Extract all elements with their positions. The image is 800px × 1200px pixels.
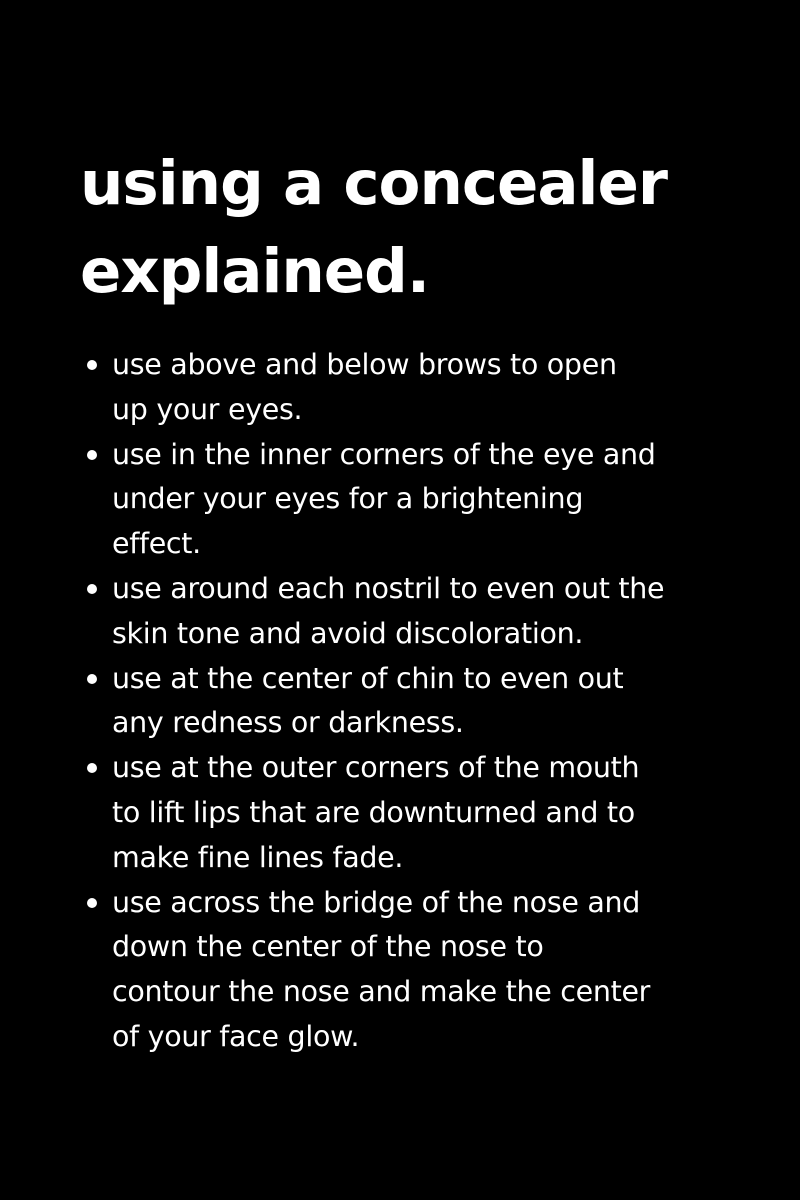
tip-line: under your eyes for a brightening: [112, 482, 584, 516]
bullet-icon: [87, 674, 97, 684]
tip-line: contour the nose and make the center: [112, 975, 651, 1009]
list-item-chin: [112, 657, 782, 747]
title-line-2: explained.: [80, 236, 430, 307]
list-item-inner-corners: [112, 433, 782, 567]
tip-line: of your face glow.: [112, 1019, 360, 1053]
tip-line: use across the bridge of the nose and: [112, 885, 641, 919]
tip-line: use at the outer corners of the mouth: [112, 751, 640, 785]
bullet-icon: [87, 898, 97, 908]
tip-line: use around each nostril to even out the: [112, 571, 665, 605]
tip-line: use in the inner corners of the eye and: [112, 437, 656, 471]
list-item-nose: [112, 881, 782, 1060]
tip-line: to lift lips that are downturned and to: [112, 795, 635, 829]
page-title: [80, 140, 760, 316]
bullet-icon: [87, 450, 97, 460]
tip-list: [112, 343, 782, 1060]
list-item-nostril: [112, 567, 782, 657]
bullet-icon: [87, 763, 97, 773]
bullet-icon: [87, 584, 97, 594]
tip-line: use at the center of chin to even out: [112, 661, 624, 695]
tip-line: make fine lines fade.: [112, 840, 404, 874]
title-line-1: using a concealer: [80, 148, 667, 219]
list-item-mouth: [112, 746, 782, 880]
tip-line: use above and below brows to open: [112, 348, 617, 381]
tip-line: down the center of the nose to: [112, 930, 544, 964]
tip-line: effect.: [112, 527, 201, 561]
tip-line: skin tone and avoid discoloration.: [112, 616, 584, 650]
bullet-icon: [87, 360, 97, 370]
list-item-brows: [112, 343, 782, 433]
tip-line: any redness or darkness.: [112, 706, 464, 740]
tip-line: up your eyes.: [112, 392, 303, 426]
